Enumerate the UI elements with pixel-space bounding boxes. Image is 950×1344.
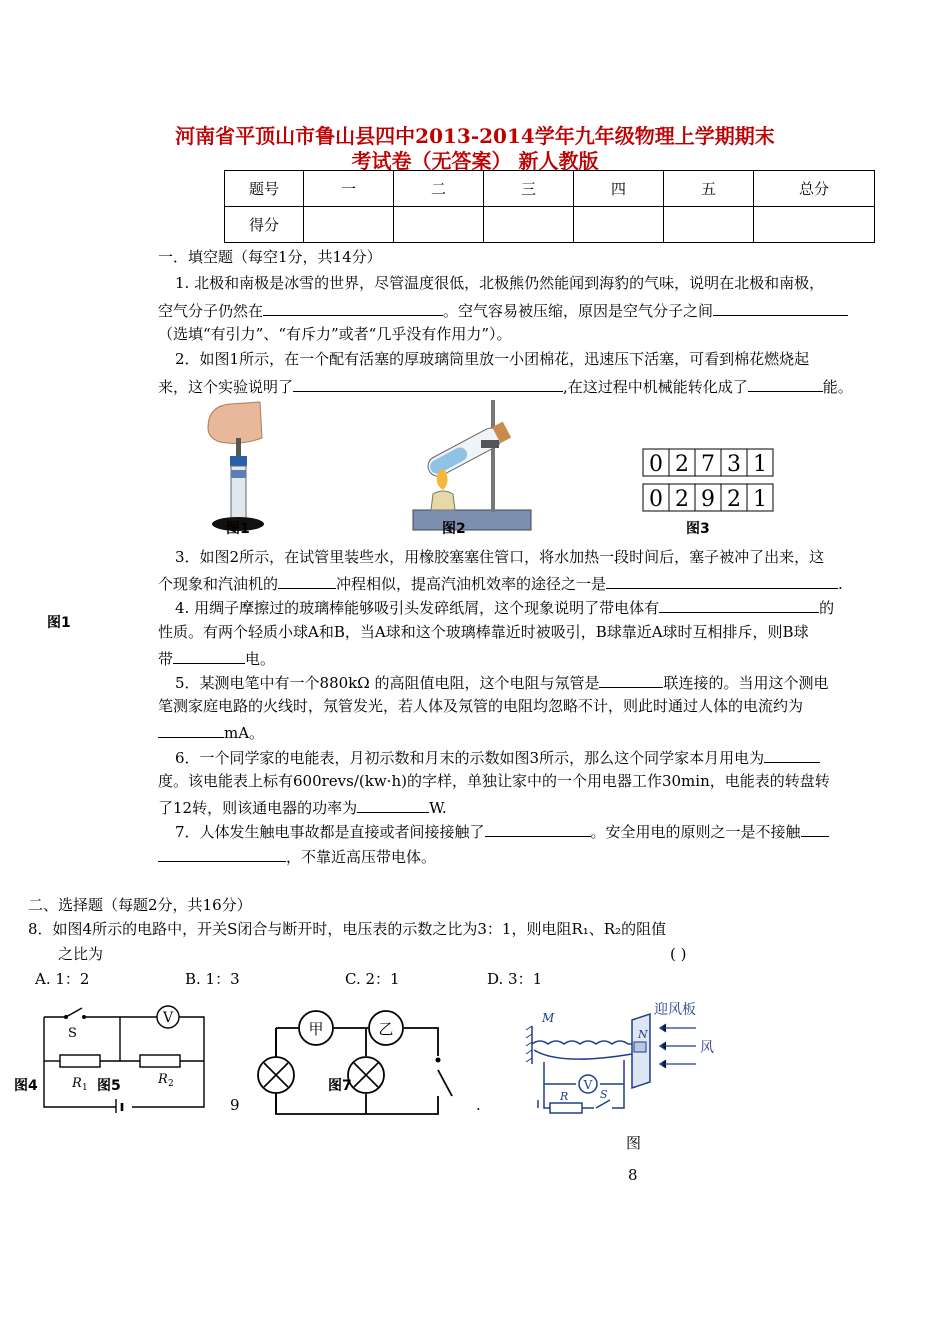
q5-text-d: mA。 [224,724,265,742]
q4-line1 [175,599,834,616]
q1-blank-1[interactable] [263,302,443,316]
q8-option-b[interactable]: B. 1：3 [185,970,240,988]
q3-blank-1[interactable] [278,575,336,589]
figure-2-test-tube-heating [405,398,545,538]
q8-option-d[interactable]: D. 3：1 [487,970,543,988]
figure-5-label: 图5 [97,1078,121,1094]
fig8-n-label: N [638,1028,648,1041]
q8-option-a[interactable]: A. 1：2 [35,970,90,988]
q3-text-b: 个现象和汽油机的 [158,575,279,593]
q4-line3 [158,650,275,667]
meter-top-digit: 2 [675,452,689,477]
q6-text-d: W. [429,799,447,817]
section2-heading: 二、选择题（每题2分，共16分） [28,896,252,914]
meter-top-digit: 7 [701,452,715,477]
q1-line2 [158,302,848,319]
score-header-cell: 题号 [225,171,304,207]
score-row-label: 得分 [225,207,304,243]
q2-text-c: ,在这过程中机械能转化成了 [563,378,748,396]
q7-line2 [158,848,436,865]
figure-7-circuit [256,1010,456,1122]
score-cell[interactable] [304,207,394,243]
figure-4-label: 图4 [14,1078,38,1094]
q7-text-b: 。安全用电的原则之一是不接触 [590,823,801,841]
q1-blank-2[interactable] [713,302,848,316]
fig4-r1-subscript: 1 [82,1083,88,1093]
q1-line1: 1. 北极和南极是冰雪的世界，尽管温度很低，北极熊仍然能闻到海豹的气味，说明在北极和南极， [175,274,825,292]
q8-line2: 之比为 [58,945,104,963]
q1-text-b: 空气分子仍然在 [158,302,264,320]
fig4-r2-label: R [158,1072,168,1087]
q5-text-a: 5．某测电笔中有一个880kΩ 的高阻值电阻，这个电阻与氖管是 [175,674,600,692]
q3-text-d: . [838,575,843,593]
figure-1-label: 图1 [226,521,250,537]
figure-1-side-label: 图1 [47,615,71,631]
fig4-switch-label: S [68,1026,77,1041]
q7-blank-1[interactable] [485,823,591,837]
meter-bottom-row [643,484,773,512]
q4-blank-2[interactable] [173,650,245,664]
q3-line2 [158,575,843,592]
q4-text-e: 电。 [245,650,276,668]
figure-2-label: 图2 [442,521,466,537]
meter-top-row [643,449,773,477]
score-cell[interactable] [664,207,754,243]
fig8-voltmeter-label: V [583,1078,593,1092]
meter-digits [642,448,776,514]
figure-1-piston-cylinder [200,398,270,538]
fig4-voltmeter-label: V [162,1010,174,1026]
score-table [224,170,875,243]
figure-8-wind-device [520,1000,720,1118]
q6-line2: 度。该电能表上标有600revs/(kw·h)的字样，单独让家中的一个用电器工作30min，电能表的转盘转 [158,772,830,790]
figure-7-label: 图7 [328,1078,352,1094]
score-table-header-row [225,171,875,207]
q2-blank-2[interactable] [748,378,823,392]
figure-8-number: 8 [628,1166,638,1184]
q2-text-d: 能。 [822,378,853,396]
meter-bottom-digit: 9 [701,487,715,512]
meter-bottom-digit: 0 [649,487,663,512]
q3-text-c: 冲程相似，提高汽油机效率的途径之一是 [336,575,607,593]
meter-top-digit: 1 [753,452,767,477]
score-header-cell: 四 [574,171,664,207]
q3-line1: 3．如图2所示，在试管里装些水，用橡胶塞塞住管口，将水加热一段时间后，塞子被冲了出来，这 [175,548,825,566]
fig4-r1-label: R [72,1076,82,1091]
fig7-yi-label: 乙 [378,1020,394,1038]
fig7-jia-label: 甲 [308,1020,324,1038]
figure-9-number: 9 [230,1096,240,1114]
q1-text-c: 。空气容易被压缩，原因是空气分子之间 [443,302,714,320]
score-header-cell: 五 [664,171,754,207]
figure-8-tu: 图 [626,1134,642,1152]
q4-text-d: 带 [158,650,174,668]
score-cell[interactable] [574,207,664,243]
q2-text-b: 来，这个实验说明了 [158,378,294,396]
score-header-cell: 总分 [754,171,875,207]
q4-text-b: 的 [819,599,835,617]
figure-3-meter-readings [642,448,776,518]
q6-blank-2[interactable] [357,799,429,813]
score-table-score-row [225,207,875,243]
q8-answer-paren[interactable]: ( ) [670,945,687,963]
wind-arrows [660,1024,696,1068]
q4-line2: 性质。有两个轻质小球A和B，当A球和这个玻璃棒靠近时被吸引，B球靠近A球时互相排斥，则B球 [158,623,809,641]
q5-line2: 笔测家庭电路的火线时，氖管发光，若人体及氖管的电阻均忽略不计，则此时通过人体的电流约为 [158,697,804,715]
title-line1: 河南省平顶山市鲁山县四中2013-2014学年九年级物理上学期期末 [175,124,775,148]
figure-3-label: 图3 [686,521,710,537]
q5-line3 [158,724,264,741]
fig8-s-label: S [600,1088,608,1101]
fig8-r-label: R [560,1090,569,1103]
q4-blank-1[interactable] [659,599,819,613]
q6-line1 [175,749,820,766]
q8-option-c[interactable]: C. 2：1 [345,970,400,988]
fig8-board-label: 迎风板 [654,1002,696,1018]
q5-text-b: 联连接的。当用这个测电 [663,674,829,692]
meter-top-digit: 0 [649,452,663,477]
q7-blank-2a[interactable] [801,823,829,837]
meter-bottom-digit: 2 [727,487,741,512]
q2-blank-1[interactable] [293,378,563,392]
q5-line1 [175,674,829,691]
q7-text-c: ，不靠近高压带电体。 [286,848,437,866]
title-line2: 考试卷（无答案） 新人教版 [351,149,599,173]
section1-heading: 一．填空题（每空1分，共14分） [158,248,382,266]
meter-bottom-digit: 2 [675,487,689,512]
q4-text-a: 4. 用绸子摩擦过的玻璃棒能够吸引头发碎纸屑，这个现象说明了带电体有 [175,599,660,617]
q7-text-a: 7．人体发生触电事故都是直接或者间接接触了 [175,823,485,841]
q3-blank-2[interactable] [606,575,838,589]
q1-line3: （选填“有引力”、“有斥力”或者“几乎没有作用力”）。 [158,325,512,343]
q7-blank-2b[interactable] [158,848,286,862]
q5-blank-2[interactable] [158,724,224,738]
q6-text-a: 6．一个同学家的电能表，月初示数和月末的示数如图3所示，那么这个同学家本月用电为 [175,749,765,767]
meter-top-digit: 3 [727,452,741,477]
score-header-cell: 二 [394,171,484,207]
score-header-cell: 三 [484,171,574,207]
q5-blank-1[interactable] [599,674,663,688]
q6-text-c: 了12转，则该通电器的功率为 [158,799,358,817]
score-cell[interactable] [394,207,484,243]
q7-line1 [175,823,829,840]
score-cell[interactable] [754,207,875,243]
score-header-cell: 一 [304,171,394,207]
fig7-lamp-middle [348,1057,384,1093]
q6-line3 [158,799,447,816]
meter-bottom-digit: 1 [753,487,767,512]
q6-blank-1[interactable] [764,749,820,763]
score-cell[interactable] [484,207,574,243]
fig7-lamp-left [258,1057,294,1093]
figure-dot: . [476,1096,481,1114]
fig8-wind-label: 风 [700,1040,714,1056]
q8-line1: 8．如图4所示的电路中，开关S闭合与断开时，电压表的示数之比为3：1，则电阻R₁、R₂的阻值 [28,920,667,938]
q2-line2 [158,378,853,395]
figure-4-circuit [40,1005,215,1113]
fig8-m-label: M [542,1011,555,1025]
fig4-r2-subscript: 2 [168,1079,174,1089]
q2-line1: 2．如图1所示，在一个配有活塞的厚玻璃筒里放一小团棉花，迅速压下活塞，可看到棉花燃烧起 [175,350,810,368]
